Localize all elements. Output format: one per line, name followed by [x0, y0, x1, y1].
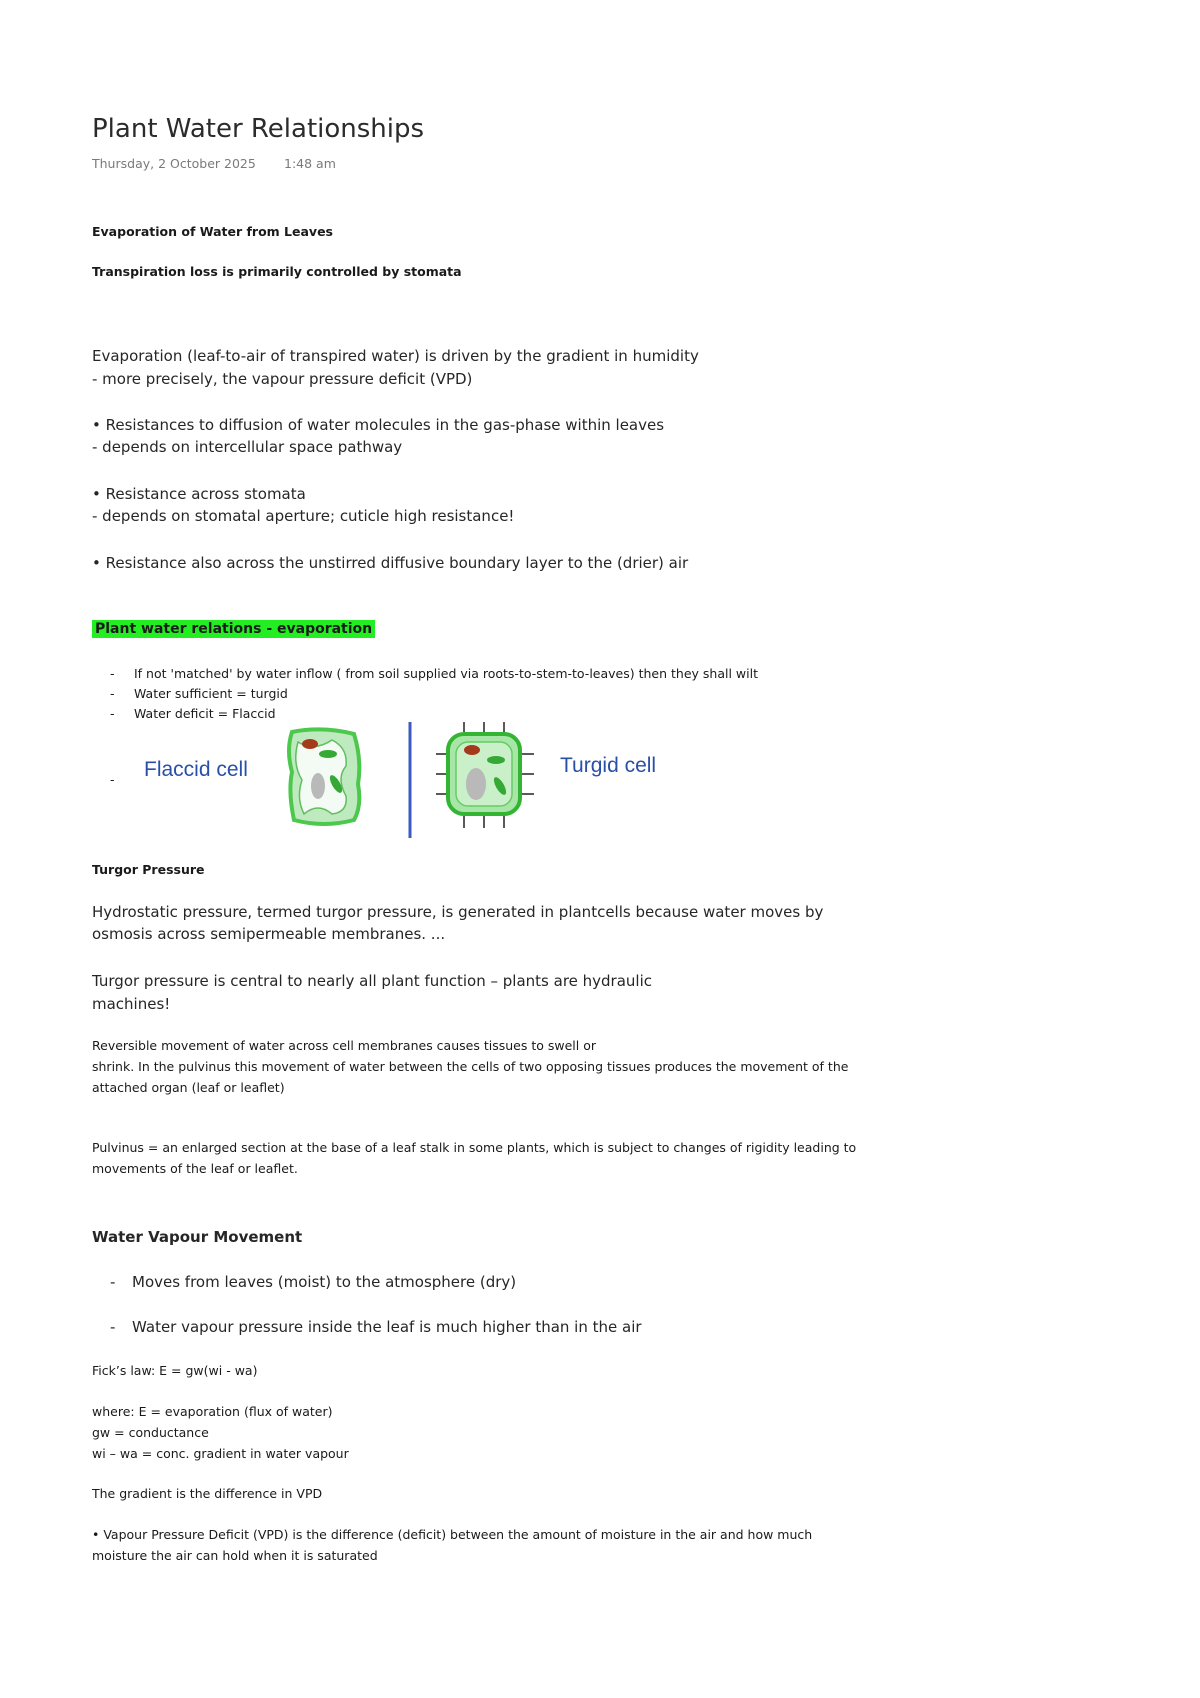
text-line: gw = conductance [92, 1425, 209, 1440]
section-heading-evaporation: Evaporation of Water from Leaves [92, 224, 333, 239]
bullet-dash: - [110, 686, 115, 701]
section-heading-water-vapour: Water Vapour Movement [92, 1228, 303, 1246]
text-line: attached organ (leaf or leaflet) [92, 1080, 285, 1095]
bullet-dash: - [110, 666, 115, 681]
bullet-dash: - [110, 772, 115, 787]
highlighted-heading: Plant water relations - evaporation [92, 620, 375, 638]
text-line: Turgor pressure is central to nearly all plant function – plants are hydraulic [92, 972, 653, 990]
text-line: where: E = evaporation (flux of water) [92, 1404, 333, 1419]
bullet-dash: - [110, 1318, 116, 1336]
page-title[interactable]: Plant Water Relationships [92, 114, 425, 144]
text-line: - depends on stomatal aperture; cuticle high resistance! [92, 507, 515, 525]
text-line: • Resistances to diffusion of water molecules in the gas-phase within leaves [92, 416, 665, 434]
text-line: Pulvinus = an enlarged section at the base of a leaf stalk in some plants, which is subject to changes of rigidity leading to [92, 1140, 857, 1155]
text-line: - more precisely, the vapour pressure deficit (VPD) [92, 370, 473, 388]
text-line: • Resistance also across the unstirred diffusive boundary layer to the (drier) air [92, 554, 689, 572]
flaccid-cell-icon [289, 729, 359, 824]
bullet-item: Water vapour pressure inside the leaf is much higher than in the air [132, 1318, 642, 1336]
bullet-item: Water deficit = Flaccid [134, 706, 276, 721]
text-line: - depends on intercellular space pathway [92, 438, 403, 456]
text-line: • Resistance across stomata [92, 485, 306, 503]
turgid-cell-icon [436, 722, 534, 828]
text-line: Hydrostatic pressure, termed turgor pressure, is generated in plantcells because water moves by [92, 903, 824, 921]
ficks-law: Fick’s law: E = gw(wi - wa) [92, 1363, 258, 1378]
flaccid-turgid-diagram [92, 720, 692, 840]
bullet-item: Moves from leaves (moist) to the atmosphere (dry) [132, 1273, 517, 1291]
page-time: 1:48 am [284, 156, 336, 171]
bullet-dash: - [110, 1273, 116, 1291]
text-line: shrink. In the pulvinus this movement of water between the cells of two opposing tissues produces the movement of the [92, 1059, 849, 1074]
bullet-item: If not 'matched' by water inflow ( from soil supplied via roots-to-stem-to-leaves) then they shall wilt [134, 666, 758, 681]
text-line: • Vapour Pressure Deficit (VPD) is the difference (deficit) between the amount of moisture in the air and how much [92, 1527, 813, 1542]
bullet-dash: - [110, 706, 115, 721]
flaccid-label: Flaccid cell [144, 758, 248, 781]
text-line: Evaporation (leaf-to-air of transpired water) is driven by the gradient in humidity [92, 347, 699, 365]
subheading-transpiration: Transpiration loss is primarily controlled by stomata [92, 264, 462, 279]
section-heading-turgor: Turgor Pressure [92, 862, 205, 877]
text-line: Reversible movement of water across cell membranes causes tissues to swell or [92, 1038, 596, 1053]
turgid-label: Turgid cell [560, 754, 657, 777]
text-line: movements of the leaf or leaflet. [92, 1161, 298, 1176]
text-line: The gradient is the difference in VPD [92, 1486, 323, 1501]
page-date: Thursday, 2 October 2025 [92, 156, 256, 171]
text-line: osmosis across semipermeable membranes. ... [92, 925, 446, 943]
bullet-item: Water sufficient = turgid [134, 686, 288, 701]
text-line: wi – wa = conc. gradient in water vapour [92, 1446, 349, 1461]
text-line: machines! [92, 995, 171, 1013]
text-line: moisture the air can hold when it is saturated [92, 1548, 378, 1563]
